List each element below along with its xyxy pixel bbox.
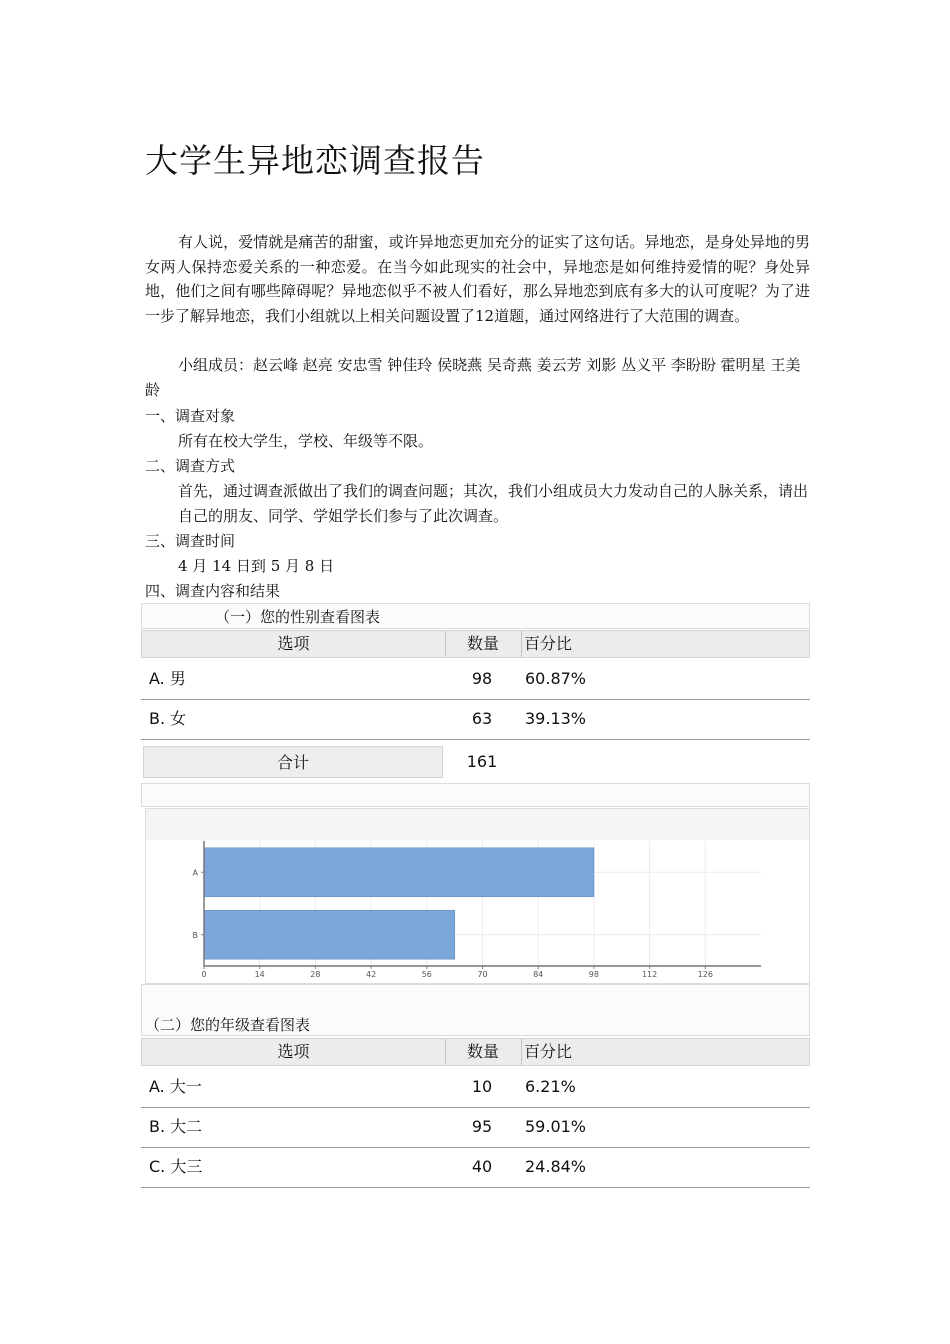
bar: [204, 910, 455, 959]
table-row: [141, 1107, 810, 1148]
row-percent: 59.01%: [525, 1117, 587, 1136]
row-count: 10: [471, 1077, 493, 1096]
intro-paragraph: 有人说，爱情就是痛苦的甜蜜，或许异地恋更加充分的证实了这句话。异地恋，是身处异地的男女两人保持恋爱关系的一种恋爱。在当今如此现实的社会中，异地恋是如何维持爱情的呢？身处异地，他们之间有哪些障碍呢？异地恋似乎不被人们看好，那么异地恋到底有多大的认可度呢？为了进一步了解异地恋，我们小组就以上相关问题设置了12道题，通过网络进行了大范围的调查。: [145, 233, 810, 325]
x-tick-label: 56: [421, 970, 432, 979]
section-heading: 三、调查时间: [145, 532, 236, 550]
row-count: 63: [471, 709, 493, 728]
chart-toolbar: [141, 783, 810, 807]
q2-table-header: [141, 1038, 810, 1066]
table-row: [141, 1067, 810, 1108]
row-percent: 6.21%: [525, 1077, 576, 1096]
header-option: 选项: [142, 631, 446, 657]
total-label: 合计: [143, 746, 443, 778]
bar: [204, 848, 594, 897]
row-percent: 24.84%: [525, 1157, 587, 1176]
table-row: [141, 659, 810, 700]
header-count: 数量: [445, 631, 522, 657]
document-title: 大学生异地恋调查报告: [145, 141, 485, 180]
section-heading: 四、调查内容和结果: [145, 582, 281, 600]
row-count: 95: [471, 1117, 493, 1136]
y-tick-label: B: [192, 930, 198, 940]
x-tick-label: 112: [641, 970, 658, 979]
row-option: A. 男: [149, 669, 186, 688]
row-count: 40: [471, 1157, 493, 1176]
q2-caption[interactable]: （二）您的年级查看图表: [145, 1016, 311, 1034]
row-count: 98: [471, 669, 493, 688]
section-body: 所有在校大学生，学校、年级等不限。: [178, 432, 434, 450]
q1-total-row: [141, 745, 810, 781]
row-option: C. 大三: [149, 1157, 203, 1176]
x-tick-label: 0: [201, 970, 207, 979]
header-percent: 百分比: [524, 1042, 573, 1061]
header-percent: 百分比: [524, 634, 573, 653]
header-option: 选项: [142, 1039, 446, 1065]
members-paragraph: 小组成员：赵云峰 赵亮 安忠雪 钟佳玲 侯晓燕 吴奇燕 姜云芳 刘影 丛义平 李盼盼 霍明星 王美龄: [145, 356, 801, 399]
section-body: 首先，通过调查派做出了我们的调查问题；其次，我们小组成员大力发动自己的人脉关系，请出自己的朋友、同学、学姐学长们参与了此次调查。: [178, 482, 809, 525]
q1-table-header: [141, 630, 810, 658]
x-tick-label: 126: [697, 970, 713, 979]
q1-caption[interactable]: （一）您的性别查看图表: [215, 608, 381, 626]
chart-svg: [146, 809, 809, 983]
x-tick-label: 28: [310, 970, 321, 979]
row-percent: 39.13%: [525, 709, 587, 728]
x-tick-label: 98: [588, 970, 599, 979]
row-option: B. 女: [149, 709, 187, 728]
x-tick-label: 84: [533, 970, 544, 979]
x-tick-label: 42: [366, 970, 377, 979]
section-heading: 二、调查方式: [145, 457, 236, 475]
total-value: 161: [466, 752, 498, 771]
y-tick-label: A: [192, 868, 198, 878]
row-option: A. 大一: [149, 1077, 202, 1096]
table-row: [141, 699, 810, 740]
row-option: B. 大二: [149, 1117, 203, 1136]
row-percent: 60.87%: [525, 669, 587, 688]
x-tick-label: 14: [254, 970, 265, 979]
section-heading: 一、调查对象: [145, 407, 236, 425]
section-body: 4 月 14 日到 5 月 8 日: [178, 557, 335, 575]
header-count: 数量: [445, 1039, 522, 1065]
table-row: [141, 1147, 810, 1188]
q1-bar-chart: [145, 808, 810, 984]
x-tick-label: 70: [477, 970, 488, 979]
